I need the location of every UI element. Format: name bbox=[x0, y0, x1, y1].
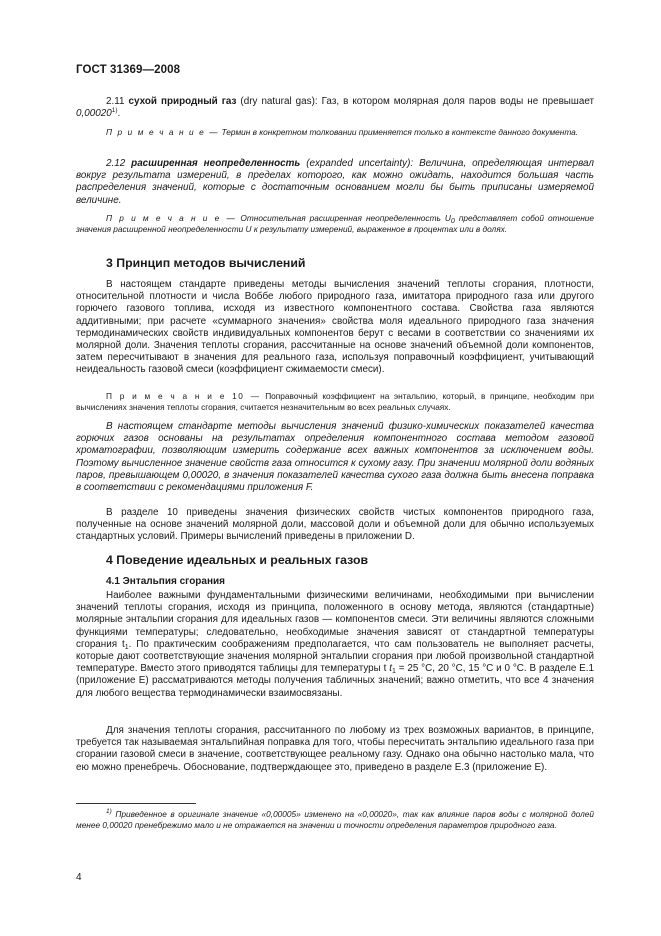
definition-value: 0,00020 bbox=[76, 108, 112, 120]
section-3-paragraph-1: В настоящем стандарте приведены методы вычисления значений теплоты сгорания, плотности, относительной плотности и числа Воббе любого природного газа, имитатора природного газа или другого горючего газового топлива, исходя из известного компонентного состава. Свойства газа являются аддитивными; при расчете «суммарного значения» свойства моля идеального природного газа значения термодинамических свойств индивидуальных компонентов берут с весами в соответствии со значениями их молярной доли. Значения теплоты сгорания, рассчитанные на основе значений объемной доли компонентов, затем пересчитывают в значения для реального газа, используя поправочный коэффициент, учитывающий неидеальность газовой смеси (коэффициент сжимаемости смеси). bbox=[76, 279, 594, 376]
section-3-note-10 bbox=[76, 391, 594, 413]
definition-term: расширенная неопределенность bbox=[131, 158, 301, 169]
note-label: П р и м е ч а н и е — bbox=[106, 213, 237, 223]
section-4-heading: 4 Поведение идеальных и реальных газов bbox=[106, 553, 369, 567]
footnote-mark: 1) bbox=[106, 808, 112, 815]
footnote-text: Приведенное в оригинале значение «0,00005» изменено на «0,00020», так как влияние паров воды с молярной долей менее 0,00020 пренебрежимо мало и не отражается на значении и точности определения параметров природного газа. bbox=[76, 809, 594, 830]
definition-2-11: 2.11 сухой природный газ (dry natural gas): Газ, в котором молярная доля паров воды не превышает 0,00020$^{1)}$. bbox=[76, 96, 595, 120]
definition-number: 2.12 bbox=[106, 158, 126, 169]
definition-text: Величина, определяющая интервал вокруг результата измерений, в пределах которого, как можно ожидать, находится большая часть распределения значений, которые с достаточным основанием могли бы быть приписаны измеряемой величине. bbox=[76, 158, 594, 206]
definition-term: сухой природный газ bbox=[128, 96, 237, 107]
note-label: П р и м е ч а н и е 10 — bbox=[106, 391, 261, 401]
section-4-1-heading: 4.1 Энтальпия сгорания bbox=[106, 576, 225, 587]
section-4-1-paragraph-2: Для значения теплоты сгорания, рассчитанного по любому из трех возможных вариантов, в принципе, требуется так называемая энтальпийная поправка для того, чтобы пересчитать энтальпию идеального газа при сгорании газовой смеси в значение, соответствующее реальному газу. Однако она обычно настолько мала, что ею можно пренебречь. Обоснование, подтверждающее это, приведено в разделе Е.3 (приложение Е). bbox=[76, 725, 594, 773]
note-text: Термин в конкретном толковании применяется только в контексте данного документа. bbox=[221, 127, 579, 137]
definition-2-12 bbox=[76, 158, 594, 207]
note-2-11 bbox=[76, 127, 594, 138]
section-3-paragraph-3: В разделе 10 приведены значения физических свойств чистых компонентов природного газа, полученные на основе значений молярной доли, массовой доли и объемной доли для обычно используемых стандартных условий. Примеры вычислений приведены в приложении D. bbox=[76, 507, 594, 543]
footnote-separator bbox=[76, 803, 196, 804]
footnote-reference[interactable]: 1) bbox=[111, 107, 118, 115]
section-3-paragraph-2: В настоящем стандарте методы вычисления значений физико-химических показателей качества горючих газов основаны на результатах определения компонентного состава методом газовой хроматографии, позволяющим измерить содержание всех важных компонентов за исключением воды. Поэтому вычисленное значение свойств газа относится к сухому газу. При значении молярной доли водяных паров, превышающем 0,00020, в значения показателей качества сухого газа должна быть внесена поправка в соответствии с рекомендациями приложения F. bbox=[76, 421, 594, 494]
note-label: П р и м е ч а н и е — bbox=[106, 127, 220, 137]
definition-number: 2.11 bbox=[106, 96, 125, 107]
definition-term-en: (dry natural gas): bbox=[240, 96, 318, 107]
footnote bbox=[76, 809, 594, 831]
section-3-heading: 3 Принцип методов вычислений bbox=[106, 256, 306, 270]
note-2-12: П р и м е ч а н и е — Относительная расширенная неопределенность $U_0$ представляет собой отношение значения расширенной неопределенности U к результату измерений, выраженное в процентах или в долях. bbox=[76, 213, 594, 234]
definition-text: Газ, в котором молярная доля паров воды не превышает bbox=[321, 96, 595, 107]
note-text: Поправочный коэффициент на энтальпию, который, в принципе, необходим при вычислениях значения теплоты сгорания, считается незначительным во всех реальных случаях. bbox=[76, 391, 594, 412]
page-number: 4 bbox=[76, 872, 82, 883]
document-header: ГОСТ 31369—2008 bbox=[76, 64, 181, 76]
definition-term-en: (expanded uncertainty): bbox=[306, 158, 414, 169]
section-4-1-paragraph-1: Наиболее важными фундаментальными физическими величинами, необходимыми при вычислении значений теплоты сгорания, исходя из принципа, положенного в основу метода, являются (стандартные) молярные энтальпии сгорания для идеальных газов — компонентов смеси. Эти величины являются сложными функциями температуры; следовательно, необходимые значения зависят от стандартной температуры сгорания $t_1$. По практическим соображениям предполагается, что сам пользователь не выполняет расчеты, которые дают соответствующие значения молярной энтальпии сгорания при любой произвольной стандартной температуре. Вместо этого приводятся таблицы для температуры t $t_1 = 25$ °C, 20 °C, 15 °C и 0 °C. В разделе Е.1 (приложение Е) рассматриваются методы получения табличных значений; важно отметить, что все 4 значения для любого вещества термодинамически взаимосвязаны. bbox=[76, 590, 594, 699]
